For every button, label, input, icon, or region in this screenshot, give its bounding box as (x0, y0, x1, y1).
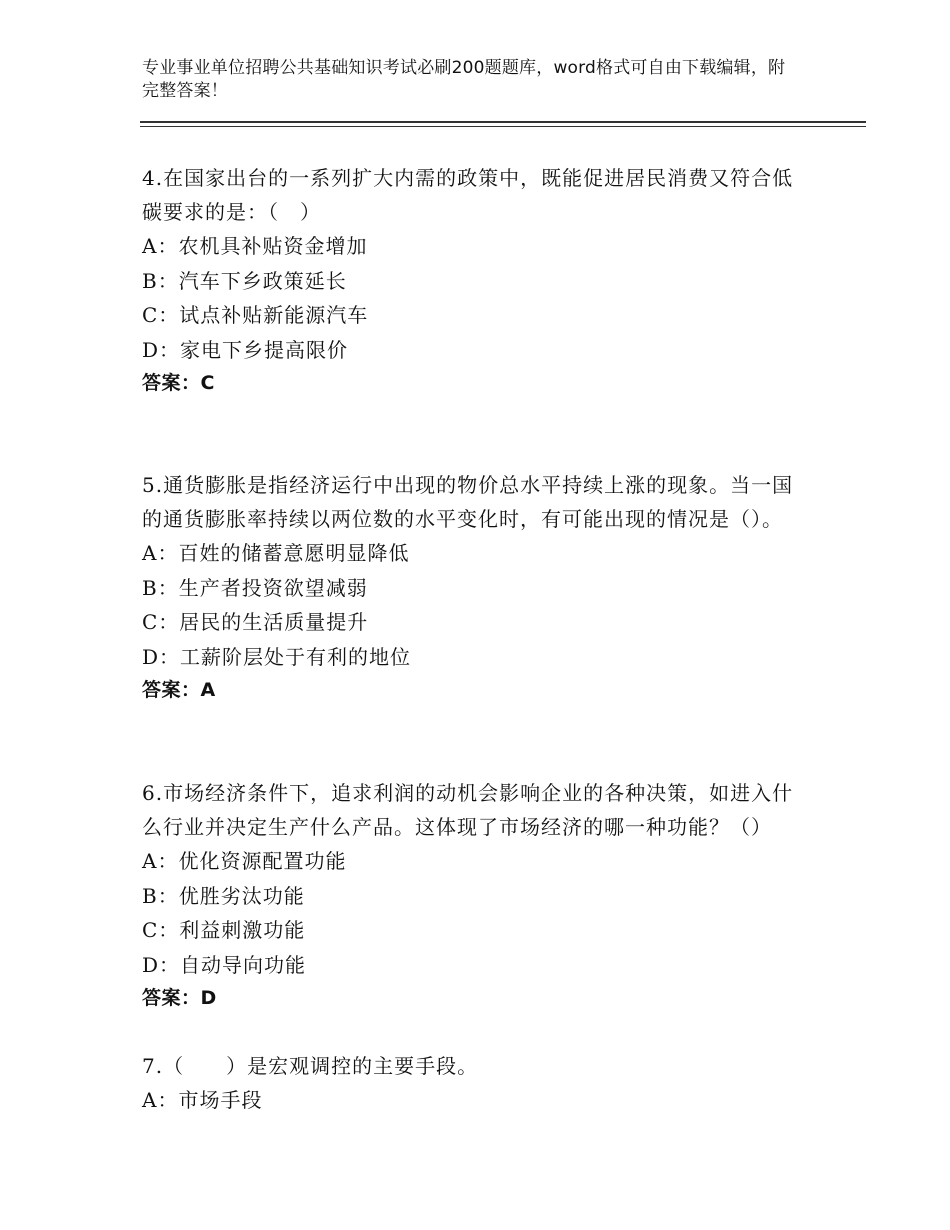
option-a: A：市场手段 (142, 1088, 263, 1112)
option-b: B：汽车下乡政策延长 (142, 268, 347, 293)
answer-line: 答案：A (142, 679, 216, 701)
option-d: D：自动导向功能 (142, 952, 307, 977)
question-stem: 7.（ ）是宏观调控的主要手段。 (142, 1054, 479, 1078)
option-a: A：百姓的储蓄意愿明显降低 (142, 541, 410, 565)
question-stem: 6.市场经济条件下，追求利润的动机会影响企业的各种决策，如进入什么行业并决定生产什么产品。这体现了市场经济的哪一种功能？（） (142, 781, 794, 839)
answer-line: 答案：D (142, 987, 217, 1009)
question-stem: 5.通货膨胀是指经济运行中出现的物价总水平持续上涨的现象。当一国的通货膨胀率持续以两位数的水平变化时，有可能出现的情况是（）。 (142, 473, 794, 531)
option-a: A：农机具补贴资金增加 (142, 234, 368, 258)
answer-line: 答案：C (142, 372, 215, 394)
option-d: D：工薪阶层处于有利的地位 (142, 644, 412, 669)
option-a: A：优化资源配置功能 (142, 849, 347, 873)
option-b: B：优胜劣汰功能 (142, 883, 305, 908)
option-d: D：家电下乡提高限价 (142, 337, 349, 362)
option-c: C：试点补贴新能源汽车 (142, 303, 369, 327)
question-stem: 4.在国家出台的一系列扩大内需的政策中，既能促进居民消费又符合低碳要求的是：（ ） (142, 166, 794, 224)
option-b: B：生产者投资欲望减弱 (142, 575, 368, 600)
header-divider-thick (140, 121, 866, 123)
question-6 (142, 776, 802, 1014)
question-7 (142, 1049, 802, 1118)
question-5 (142, 468, 802, 706)
option-c: C：利益刺激功能 (142, 918, 306, 942)
option-c: C：居民的生活质量提升 (142, 610, 369, 634)
header-divider-thin (140, 126, 866, 127)
question-4 (142, 161, 802, 399)
document-header: 专业事业单位招聘公共基础知识考试必刷200题题库，word格式可自由下载编辑，附完整答案！ (142, 58, 786, 101)
